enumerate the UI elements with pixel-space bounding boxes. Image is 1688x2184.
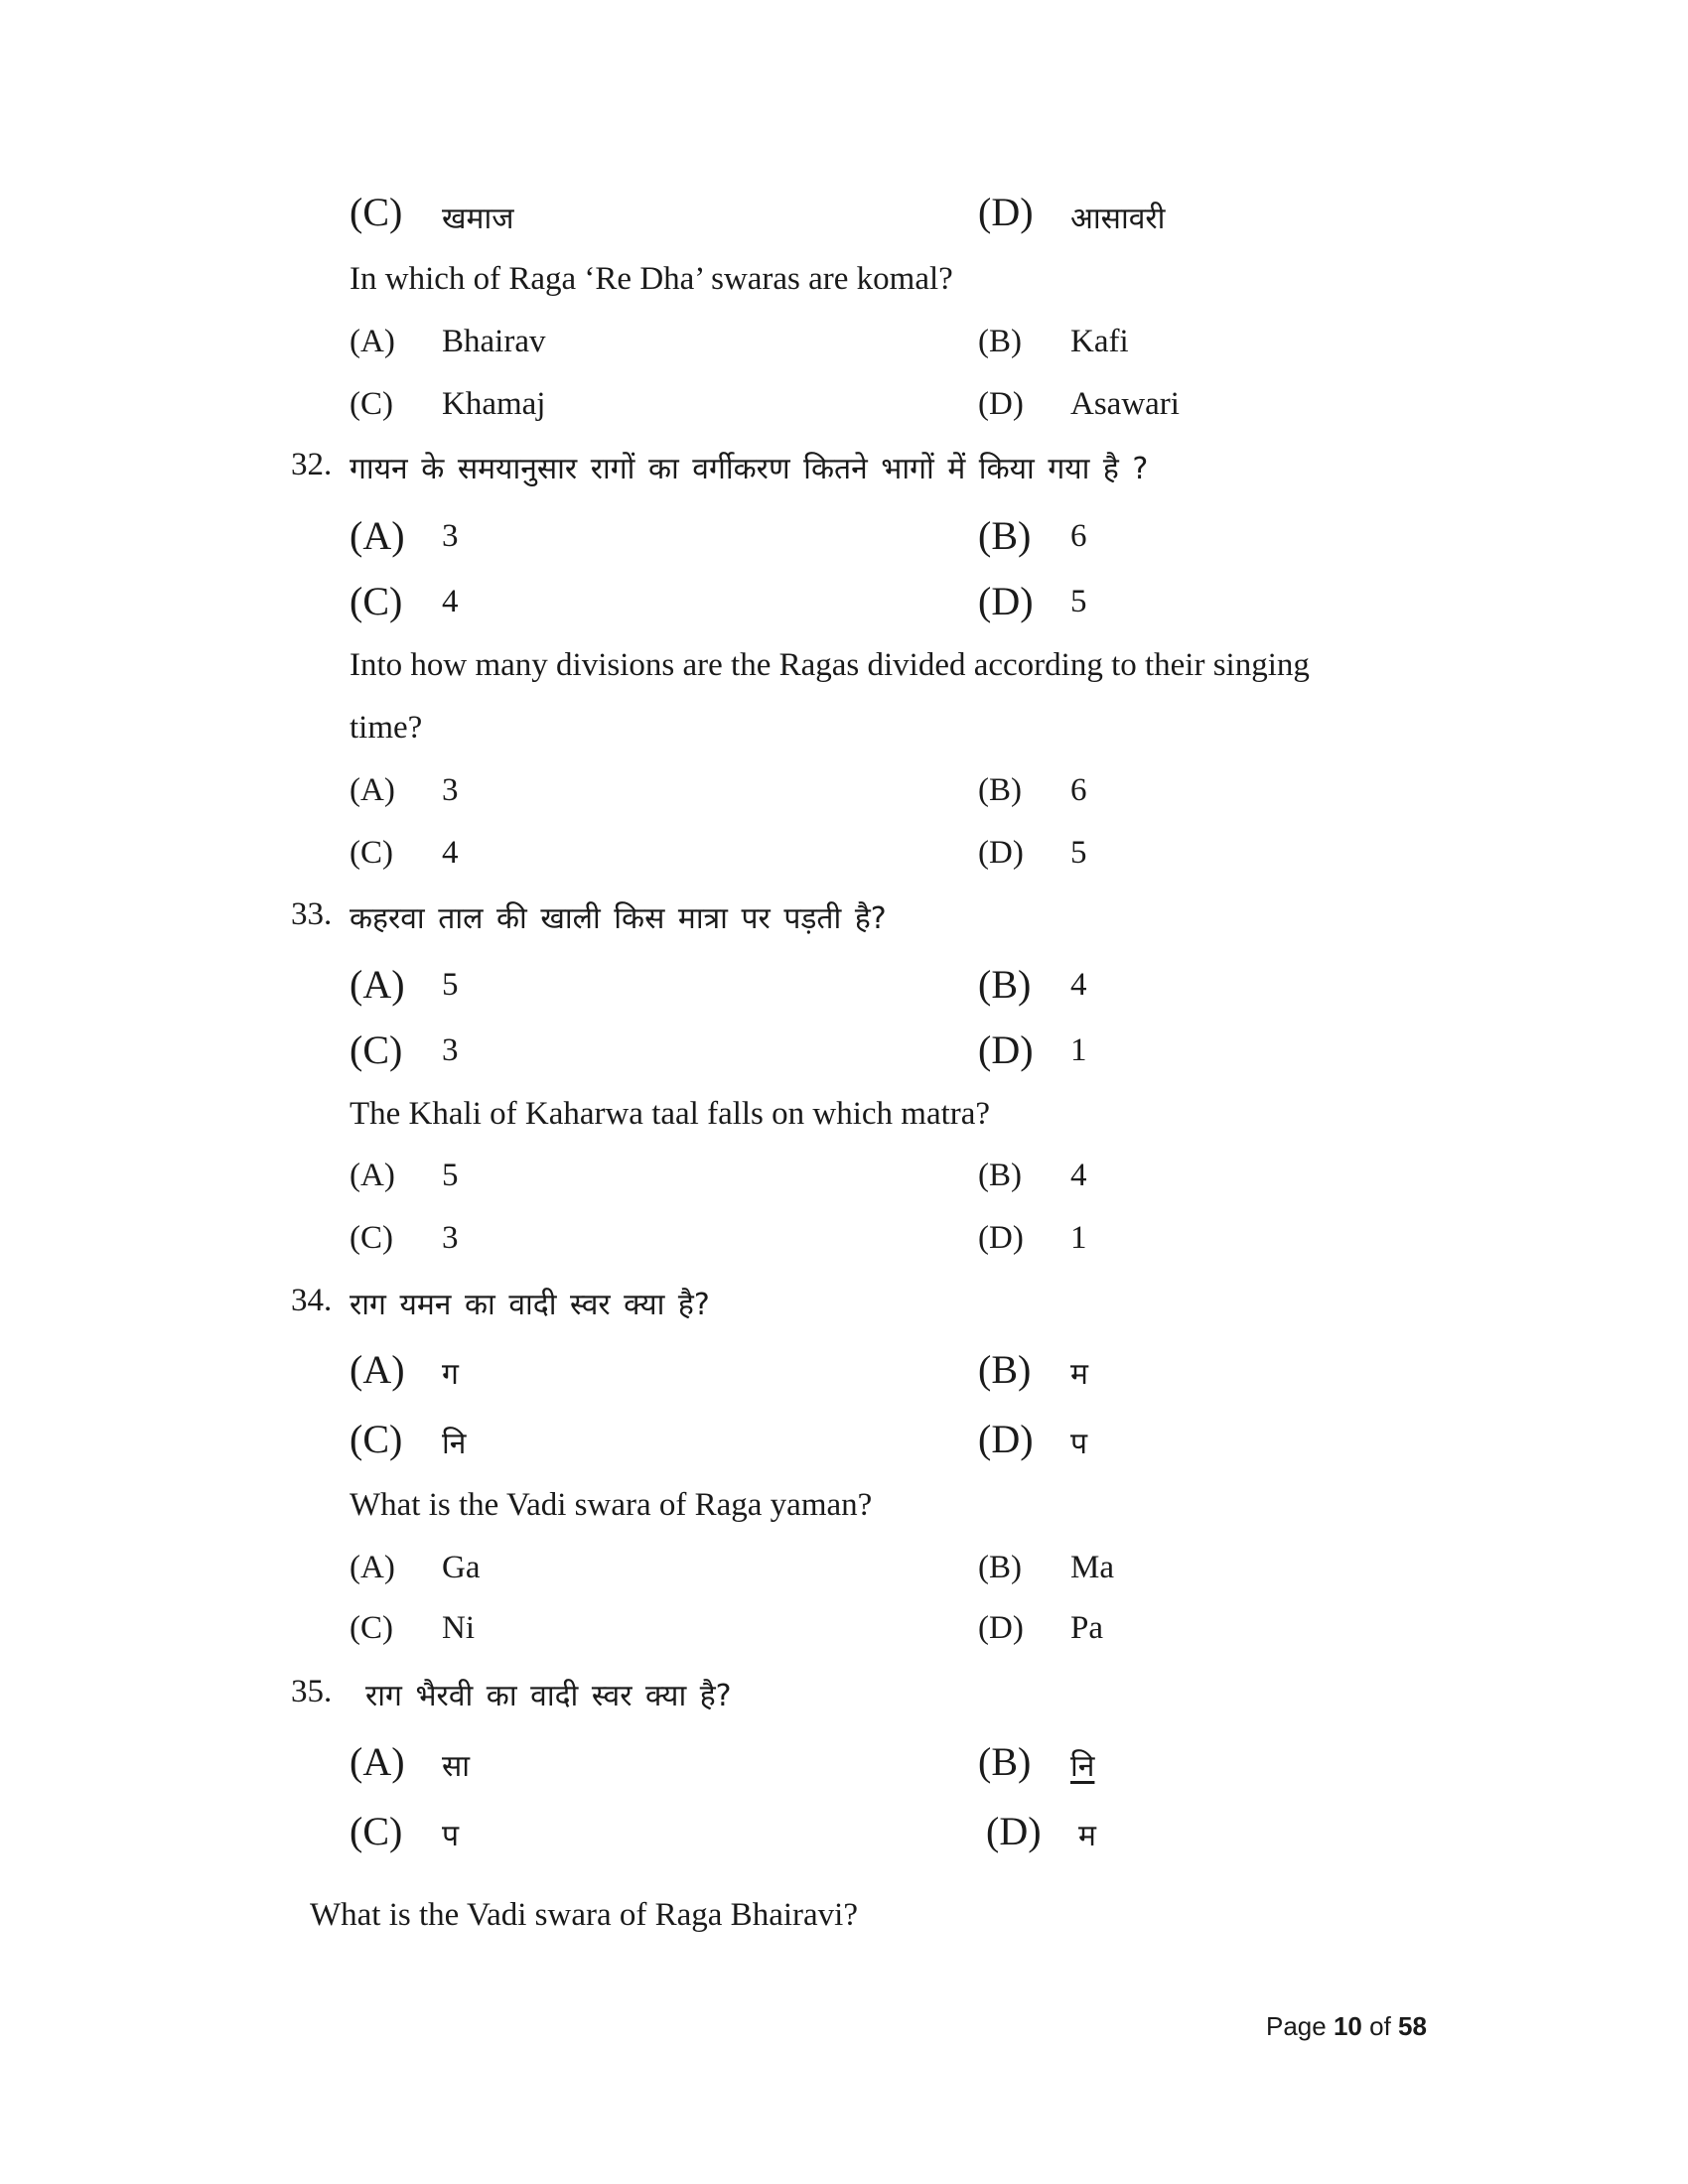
q31-option-c-label: (C) (350, 190, 403, 234)
q32-en-option-a-label: (A) (350, 772, 395, 808)
q34-hi-option-c-text: नि (442, 1427, 467, 1461)
q33-hi-option-b-text: 4 (1070, 967, 1087, 1003)
q34-hi-option-d-label: (D) (978, 1417, 1034, 1461)
q34-question-en: What is the Vadi swara of Raga yaman? (350, 1487, 873, 1523)
q35-hi-option-d-text: म (1078, 1819, 1096, 1853)
q32-hi-option-d-text: 5 (1070, 584, 1087, 619)
q32-hi-option-b-label: (B) (978, 513, 1032, 558)
q34-en-option-c-text: Ni (442, 1610, 475, 1646)
q34-hi-option-d-text: प (1070, 1427, 1088, 1461)
q33-hi-option-c-text: 3 (442, 1032, 459, 1068)
q33-hi-option-a-text: 5 (442, 967, 459, 1003)
q34-hi-option-b-label: (B) (978, 1347, 1032, 1392)
q31-en-option-a-text: Bhairav (442, 324, 546, 359)
q33-en-option-b-label: (B) (978, 1158, 1022, 1193)
q32-en-option-c-text: 4 (442, 835, 459, 871)
q32-en-option-d-text: 5 (1070, 835, 1087, 871)
q32-en-option-d-label: (D) (978, 835, 1024, 871)
q32-hi-option-a-label: (A) (350, 513, 405, 558)
q32-number: 32. (291, 447, 333, 482)
q34-en-option-a-label: (A) (350, 1550, 395, 1585)
q35-hi-option-c-text: प (442, 1819, 460, 1853)
footer-page-word: Page (1266, 2011, 1327, 2041)
q32-en-option-b-text: 6 (1070, 772, 1087, 808)
q33-hi-option-d-text: 1 (1070, 1032, 1087, 1068)
q31-en-option-d-text: Asawari (1070, 386, 1180, 422)
q32-hi-option-b-text: 6 (1070, 518, 1087, 554)
q34-en-option-d-label: (D) (978, 1610, 1024, 1646)
q35-hi-option-a-text: सा (442, 1749, 471, 1784)
q31-en-option-b-label: (B) (978, 324, 1022, 359)
q33-question-hi: कहरवा ताल की खाली किस मात्रा पर पड़ती है? (350, 901, 887, 936)
q32-question-en-line2: time? (350, 710, 423, 746)
q35-hi-option-c-label: (C) (350, 1809, 403, 1853)
q34-hi-option-b-text: म (1070, 1357, 1088, 1392)
q33-en-option-c-label: (C) (350, 1220, 393, 1256)
q32-hi-option-a-text: 3 (442, 518, 459, 554)
q32-en-option-b-label: (B) (978, 772, 1022, 808)
q34-hi-option-a-text: ग (442, 1357, 459, 1392)
q33-question-en: The Khali of Kaharwa taal falls on which matra? (350, 1096, 991, 1132)
q35-question-en: What is the Vadi swara of Raga Bhairavi? (310, 1897, 858, 1933)
q33-en-option-a-text: 5 (442, 1158, 459, 1193)
q32-en-option-a-text: 3 (442, 772, 459, 808)
q34-en-option-d-text: Pa (1070, 1610, 1103, 1646)
q34-hi-option-a-label: (A) (350, 1347, 405, 1392)
page-footer (1266, 2011, 1427, 2042)
q31-option-d-label: (D) (978, 190, 1034, 234)
q33-hi-option-c-label: (C) (350, 1027, 403, 1072)
q35-hi-option-a-label: (A) (350, 1739, 405, 1784)
q31-option-c-text: खमाज (442, 202, 514, 236)
q35-hi-option-b-text: नि (1070, 1749, 1095, 1784)
q34-en-option-b-label: (B) (978, 1550, 1022, 1585)
q33-hi-option-a-label: (A) (350, 962, 405, 1007)
footer-of-word: of (1369, 2011, 1391, 2041)
q32-en-option-c-label: (C) (350, 835, 393, 871)
q34-en-option-a-text: Ga (442, 1550, 481, 1585)
q32-hi-option-c-text: 4 (442, 584, 459, 619)
q31-option-d-text: आसावरी (1070, 202, 1166, 236)
q32-question-hi: गायन के समयानुसार रागों का वर्गीकरण कितने भागों में किया गया है ? (350, 452, 1149, 486)
q32-question-en-line1: Into how many divisions are the Ragas divided according to their singing (350, 647, 1310, 683)
q35-hi-option-b-label: (B) (978, 1739, 1032, 1784)
q32-hi-option-d-label: (D) (978, 579, 1034, 623)
q33-en-option-c-text: 3 (442, 1220, 459, 1256)
q33-number: 33. (291, 896, 333, 932)
q31-en-option-c-text: Khamaj (442, 386, 546, 422)
q33-hi-option-b-label: (B) (978, 962, 1032, 1007)
footer-page-total: 58 (1398, 2011, 1427, 2041)
q31-en-option-d-label: (D) (978, 386, 1024, 422)
q31-question-en: In which of Raga ‘Re Dha’ swaras are komal? (350, 261, 953, 297)
q33-en-option-a-label: (A) (350, 1158, 395, 1193)
q33-en-option-d-label: (D) (978, 1220, 1024, 1256)
q34-number: 34. (291, 1283, 333, 1318)
q31-en-option-b-text: Kafi (1070, 324, 1129, 359)
footer-page-number: 10 (1333, 2011, 1362, 2041)
q33-en-option-d-text: 1 (1070, 1220, 1087, 1256)
q35-hi-option-d-label: (D) (986, 1809, 1042, 1853)
q35-question-hi: राग भैरवी का वादी स्वर क्या है? (365, 1679, 732, 1713)
q34-question-hi: राग यमन का वादी स्वर क्या है? (350, 1288, 710, 1322)
q35-number: 35. (291, 1674, 333, 1709)
q32-hi-option-c-label: (C) (350, 579, 403, 623)
q33-en-option-b-text: 4 (1070, 1158, 1087, 1193)
q34-hi-option-c-label: (C) (350, 1417, 403, 1461)
q34-en-option-c-label: (C) (350, 1610, 393, 1646)
q34-en-option-b-text: Ma (1070, 1550, 1114, 1585)
q33-hi-option-d-label: (D) (978, 1027, 1034, 1072)
q31-en-option-c-label: (C) (350, 386, 393, 422)
q31-en-option-a-label: (A) (350, 324, 395, 359)
